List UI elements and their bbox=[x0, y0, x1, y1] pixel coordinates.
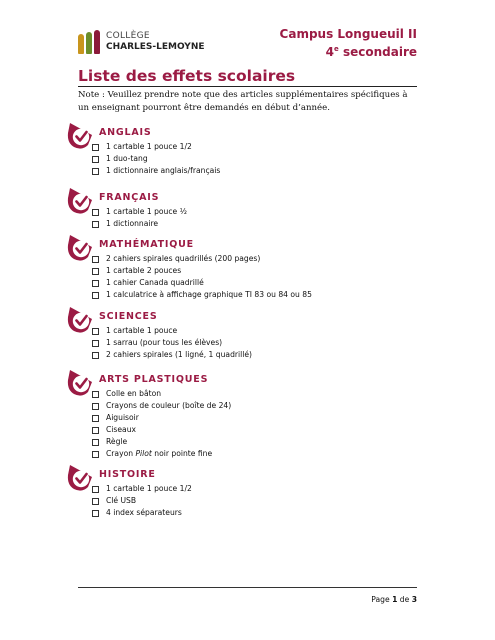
checkbox-icon[interactable] bbox=[92, 156, 99, 163]
supply-item-label: Colle en bâton bbox=[106, 389, 162, 398]
supply-item-label: Crayon Pilot noir pointe fine bbox=[106, 449, 213, 458]
supply-item-label: 2 cahiers spirales quadrillés (200 pages) bbox=[106, 254, 261, 263]
checkbox-icon[interactable] bbox=[92, 451, 99, 458]
supply-item bbox=[92, 141, 220, 153]
college-logo bbox=[78, 30, 205, 54]
checkbox-icon[interactable] bbox=[92, 415, 99, 422]
page-title: Liste des effets scolaires bbox=[78, 67, 296, 85]
checkbox-icon[interactable] bbox=[92, 498, 99, 505]
section-title: ARTS PLASTIQUES bbox=[99, 374, 209, 385]
section-title: SCIENCES bbox=[99, 311, 158, 322]
checkbox-icon[interactable] bbox=[92, 328, 99, 335]
supply-item bbox=[92, 349, 252, 361]
supply-list bbox=[92, 325, 252, 361]
checkbox-icon[interactable] bbox=[92, 486, 99, 493]
supply-item-label: 1 duo-tang bbox=[106, 154, 148, 163]
supply-item-label: 1 dictionnaire bbox=[106, 219, 159, 228]
section-title: MATHÉMATIQUE bbox=[99, 239, 194, 250]
checkbox-icon[interactable] bbox=[92, 144, 99, 151]
supply-item-label: 1 cartable 1 pouce bbox=[106, 326, 178, 335]
checkbox-icon[interactable] bbox=[92, 292, 99, 299]
title-divider bbox=[78, 86, 417, 87]
supply-item bbox=[92, 218, 187, 230]
supply-item-label: 4 index séparateurs bbox=[106, 508, 182, 517]
supply-item-label: 1 calculatrice à affichage graphique TI 83 ou 84 ou 85 bbox=[106, 290, 312, 299]
grade-level: 4e secondaire bbox=[325, 45, 417, 59]
supply-item bbox=[92, 436, 231, 448]
section-title: FRANÇAIS bbox=[99, 192, 160, 203]
supply-item bbox=[92, 289, 312, 301]
supply-item bbox=[92, 495, 192, 507]
supply-list bbox=[92, 253, 312, 301]
supply-item bbox=[92, 507, 192, 519]
supply-item-label: Crayons de couleur (boîte de 24) bbox=[106, 401, 232, 410]
supply-item bbox=[92, 153, 220, 165]
campus-name: Campus Longueuil II bbox=[279, 27, 417, 41]
supply-item bbox=[92, 483, 192, 495]
supply-list bbox=[92, 141, 220, 177]
checkbox-icon[interactable] bbox=[92, 209, 99, 216]
supply-item-label: Aiguisoir bbox=[106, 413, 139, 422]
checkmark-badge-icon bbox=[64, 121, 94, 151]
campus-header bbox=[280, 27, 417, 60]
checkbox-icon[interactable] bbox=[92, 427, 99, 434]
section-title: ANGLAIS bbox=[99, 127, 152, 138]
checkmark-badge-icon bbox=[64, 233, 94, 263]
supply-item bbox=[92, 412, 231, 424]
supply-item bbox=[92, 253, 312, 265]
logo-line1: COLLÈGE bbox=[106, 31, 150, 41]
supply-list bbox=[92, 483, 192, 519]
checkbox-icon[interactable] bbox=[92, 340, 99, 347]
checkmark-badge-icon bbox=[64, 463, 94, 493]
supply-item-label: 1 cartable 1 pouce 1/2 bbox=[106, 484, 192, 493]
supply-item bbox=[92, 325, 252, 337]
supply-list bbox=[92, 388, 231, 460]
supply-item-label: 1 cahier Canada quadrillé bbox=[106, 278, 204, 287]
supply-item-label: 1 sarrau (pour tous les élèves) bbox=[106, 338, 223, 347]
page-number: Page 1 de 3 bbox=[371, 595, 417, 604]
checkmark-badge-icon bbox=[64, 368, 94, 398]
supply-item bbox=[92, 265, 312, 277]
checkbox-icon[interactable] bbox=[92, 352, 99, 359]
note-text: Note : Veuillez prendre note que des articles supplémentaires spécifiques à un enseignant pourront être demandés en début d’année. bbox=[78, 90, 408, 113]
checkmark-badge-icon bbox=[64, 186, 94, 216]
supply-item-label: 2 cahiers spirales (1 ligné, 1 quadrillé) bbox=[106, 350, 252, 359]
checkmark-badge-icon bbox=[64, 305, 94, 335]
checkbox-icon[interactable] bbox=[92, 439, 99, 446]
checkbox-icon[interactable] bbox=[92, 268, 99, 275]
supply-item-label: 1 cartable 2 pouces bbox=[106, 266, 182, 275]
supply-item bbox=[92, 388, 231, 400]
supply-item-label: Règle bbox=[106, 437, 128, 446]
supply-item-label: 1 cartable 1 pouce 1/2 bbox=[106, 142, 192, 151]
checkbox-icon[interactable] bbox=[92, 510, 99, 517]
checkbox-icon[interactable] bbox=[92, 391, 99, 398]
supply-item bbox=[92, 165, 220, 177]
checkbox-icon[interactable] bbox=[92, 403, 99, 410]
supply-item bbox=[92, 337, 252, 349]
checkbox-icon[interactable] bbox=[92, 221, 99, 228]
checkbox-icon[interactable] bbox=[92, 256, 99, 263]
logo-line2: CHARLES-LEMOYNE bbox=[106, 42, 205, 52]
supply-list bbox=[92, 206, 187, 230]
supply-item bbox=[92, 277, 312, 289]
supply-item bbox=[92, 424, 231, 436]
supply-item-label: Ciseaux bbox=[106, 425, 137, 434]
logo-bars-icon bbox=[78, 30, 100, 54]
supply-item-label: 1 dictionnaire anglais/français bbox=[106, 166, 221, 175]
checkbox-icon[interactable] bbox=[92, 168, 99, 175]
supply-item-label: Clé USB bbox=[106, 496, 137, 505]
section-title: HISTOIRE bbox=[99, 469, 156, 480]
supply-item-label: 1 cartable 1 pouce ½ bbox=[106, 207, 187, 216]
supply-item bbox=[92, 206, 187, 218]
supply-item bbox=[92, 448, 231, 460]
supply-item bbox=[92, 400, 231, 412]
checkbox-icon[interactable] bbox=[92, 280, 99, 287]
footer-divider bbox=[78, 587, 417, 588]
